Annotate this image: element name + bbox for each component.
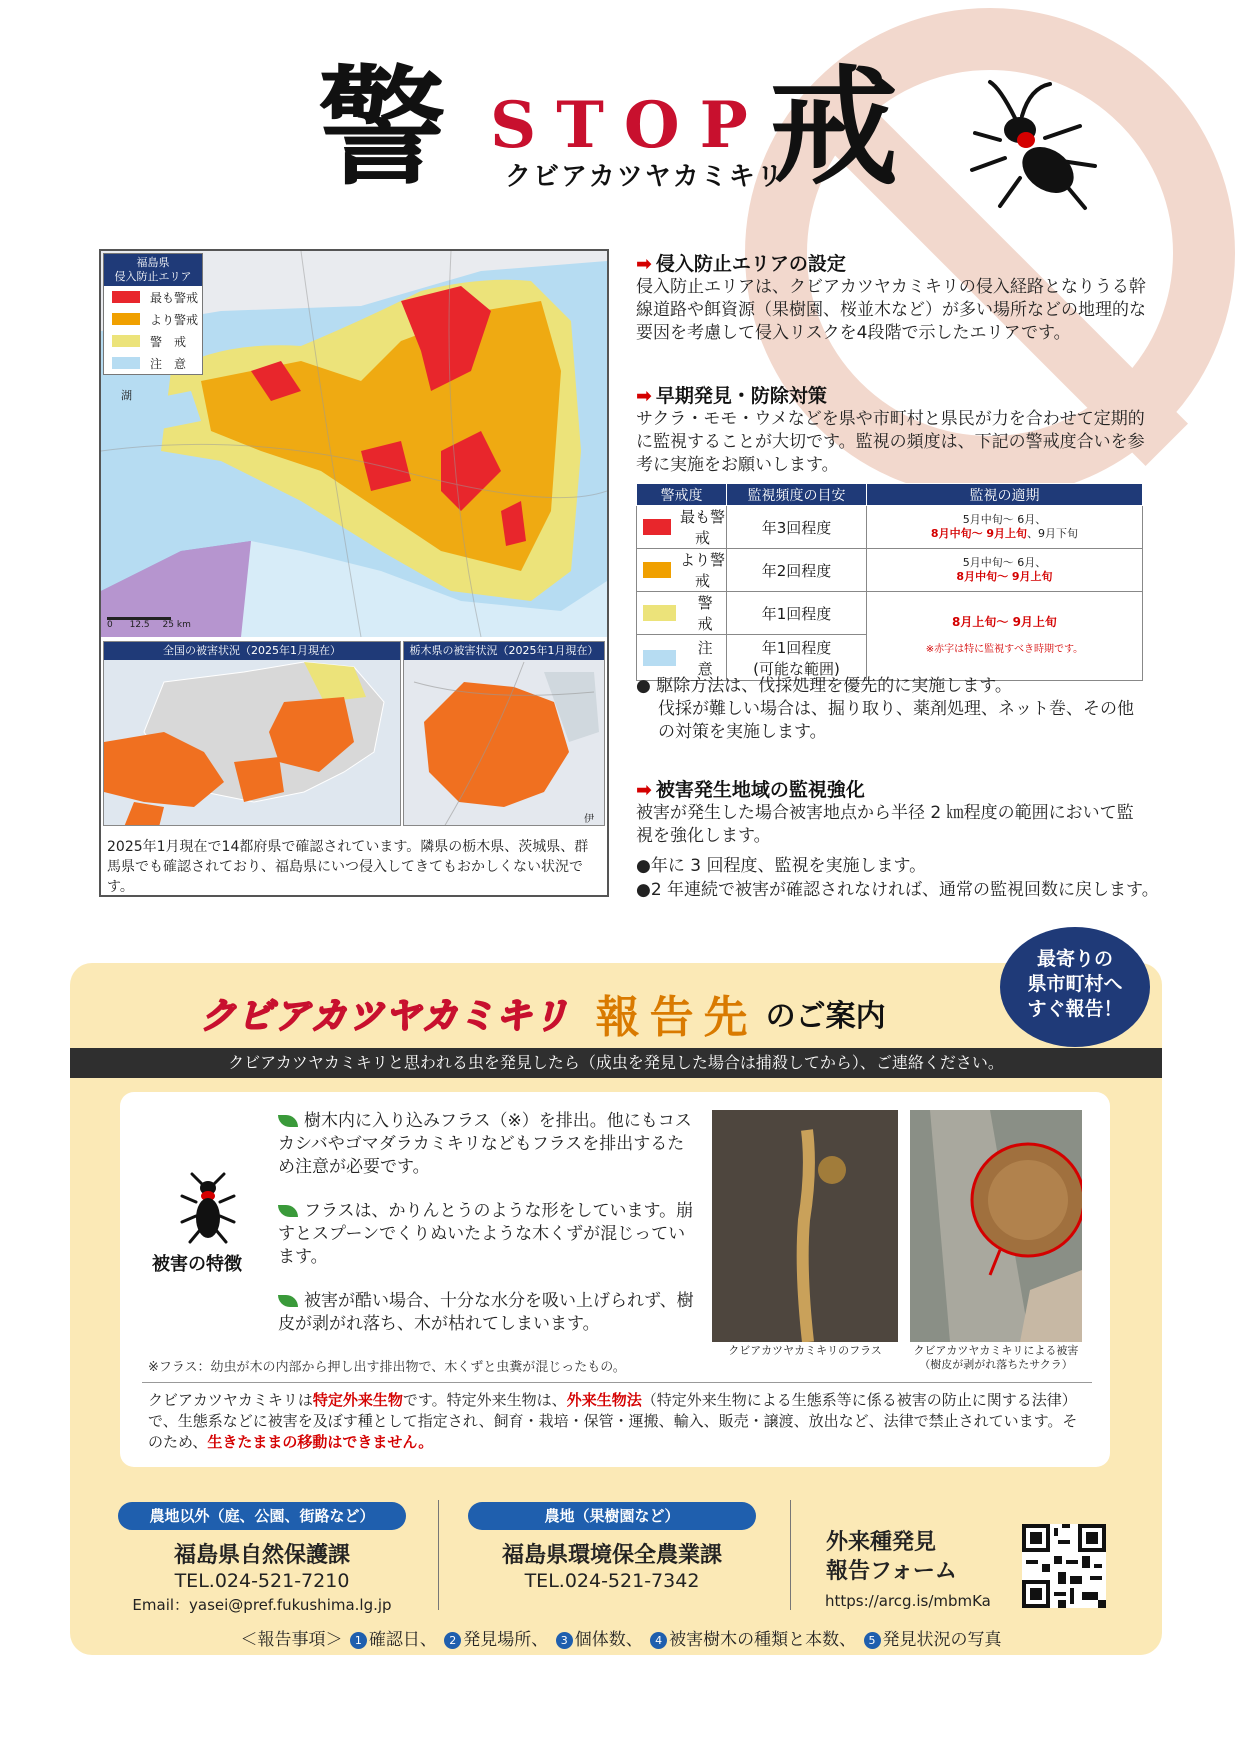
arrow-icon: ➡: [636, 385, 652, 407]
feature-text: 樹木内に入り込みフラス（※）を排出。他にもコスカシバやゴマダラカミキリなどもフラスを排出するため注意が必要です。: [278, 1111, 692, 1177]
feature-item-3: [278, 1290, 698, 1336]
tochigi-map-graphic: [404, 642, 605, 826]
law-text: （特定外来生物による生態系等に係る被害の防止に関する法律）で、生態系などに被害を及ぼす種として指定され、飼育・栽培・保管・運搬、輸入、販売・譲渡、放出など、法律で禁止されています。そのため、: [148, 1391, 1078, 1451]
beetle-icon: [960, 78, 1110, 218]
tochigi-map-title: 栃木県の被害状況（2025年1月現在）: [404, 642, 604, 660]
report-title-small: のご案内: [765, 999, 886, 1034]
section-intrusion-text: 侵入防止エリアは、クビアカツヤカミキリの侵入経路となりうる幹線道路や餌資源（果樹園、桜並木など）が多い場所などの地理的な要因を考慮して侵入リスクを4段階で示したエリアです。: [636, 277, 1146, 343]
period-cell: [867, 506, 1143, 549]
freq-cell: 年3回程度: [727, 506, 867, 549]
stop-title: STOP: [490, 88, 768, 163]
national-damage-map: [103, 641, 401, 826]
legend-swatch-higher: [112, 313, 140, 325]
level-swatch: [643, 650, 676, 666]
leaf-icon: [278, 1295, 298, 1307]
damage-photo-graphic: [910, 1110, 1082, 1342]
section-monitoring-text: 被害が発生した場合被害地点から半径 2 ㎞程度の範囲において監視を強化します。: [636, 803, 1134, 846]
feature-item-2: [278, 1200, 698, 1269]
divider: [142, 1382, 1092, 1383]
level-swatch: [643, 605, 676, 621]
legend-label: 警 戒: [150, 334, 187, 349]
report-item: 発見場所、: [463, 1630, 549, 1650]
table-header-row: [637, 484, 1143, 506]
number-badge: 3: [556, 1632, 573, 1649]
qr-code-icon[interactable]: [1022, 1524, 1106, 1608]
report-item: 個体数、: [574, 1630, 643, 1650]
period-red-text: 8月中旬～ 9月上旬: [956, 570, 1053, 583]
contact-farm-name: 福島県環境保全農業課: [501, 1543, 722, 1568]
kanji-kai: 戒: [770, 53, 899, 203]
report-items: [0, 1625, 1242, 1650]
frass-photo-graphic: [712, 1110, 898, 1342]
legend-swatch-highest: [112, 291, 140, 303]
scale-unit: km: [176, 620, 191, 630]
report-title-big: 報告先: [595, 992, 758, 1043]
section-title-text: 侵入防止エリアの設定: [655, 253, 846, 275]
legend-row-attention: [104, 352, 202, 374]
legend-label: 最も警戒: [150, 290, 199, 305]
beetle-small-icon: [178, 1172, 238, 1244]
section-title-text: 早期発見・防除対策: [655, 385, 827, 407]
frass-photo-caption: クビアカツヤカミキリのフラス: [728, 1344, 882, 1357]
divider: [790, 1500, 791, 1610]
freq-cell: 年1回程度: [727, 592, 867, 635]
feature-item-1: [278, 1110, 698, 1179]
report-items-label: ＜報告事項＞: [240, 1630, 343, 1650]
leaf-icon: [278, 1115, 298, 1127]
bubble-line: すぐ報告！: [1027, 998, 1123, 1020]
legend-swatch-attention: [112, 357, 140, 369]
period-cell: [867, 549, 1143, 592]
freq-text: 年1回程度: [761, 638, 832, 657]
leaf-icon: [278, 1205, 298, 1217]
law-text: クビアカツヤカミキリは: [148, 1391, 313, 1409]
lake-label: 湖: [121, 389, 132, 402]
report-item: 被害樹木の種類と本数、: [669, 1630, 857, 1650]
legend-label: より警戒: [150, 312, 199, 327]
arrow-icon: ➡: [636, 253, 652, 275]
scale-tick: 0: [107, 620, 113, 630]
report-form-url[interactable]: https://arcg.is/mbmKa: [825, 1592, 991, 1610]
fukushima-risk-map: [101, 251, 607, 637]
section-monitoring-title: [636, 775, 865, 802]
national-map-title: 全国の被害状況（2025年1月現在）: [104, 642, 400, 660]
legend-title-area: 侵入防止エリア: [114, 270, 192, 283]
divider: [438, 1500, 439, 1610]
report-title: [200, 983, 886, 1043]
feature-text: 被害が酷い場合、十分な水分を吸い上げられず、樹皮が剥がれ落ち、木が枯れてしまいます。: [278, 1291, 694, 1334]
report-item: 発見状況の写真: [882, 1630, 1002, 1650]
frass-note: ※フラス：幼虫が木の内部から押し出す排出物で、木くずと虫糞が混じったもの。: [148, 1360, 626, 1375]
kanji-kei: 警: [318, 53, 447, 203]
period-text: 5月中旬～ 6月、: [962, 556, 1047, 569]
contact-nonfarm-pill: 農地以外（庭、公園、街路など）: [118, 1502, 406, 1530]
scale-tick: 12.5: [129, 620, 150, 630]
level-label: より警戒: [680, 551, 726, 590]
period-tail-text: 、9月下旬: [1027, 527, 1079, 540]
freq-sub-text: (可能な範囲): [753, 659, 840, 678]
bubble-line: 県市町村へ: [1027, 973, 1123, 995]
level-label: 警 戒: [697, 594, 728, 633]
form-title-line: 報告フォーム: [826, 1559, 957, 1584]
map-caption: 2025年1月現在で14都府県で確認されています。隣県の栃木県、茨城県、群馬県でも確認されており、福島県にいつ侵入してきてもおかしくない状況です。: [107, 839, 589, 895]
level-swatch: [643, 562, 671, 578]
table-row: [637, 549, 1143, 592]
freq-cell: 年2回程度: [727, 549, 867, 592]
scale-tick: 25: [162, 620, 174, 630]
sub-maps: [101, 641, 607, 826]
beetle-name-subtitle: クビアカツヤカミキリ: [505, 162, 785, 192]
sea-label: 伊: [584, 814, 594, 825]
contact-farm-tel[interactable]: TEL.024-521-7342: [524, 1570, 700, 1592]
damage-photo: [910, 1110, 1082, 1342]
legend-swatch-caution: [112, 335, 140, 347]
table-header: 警戒度: [637, 484, 727, 506]
level-label: 最も警戒: [680, 508, 726, 547]
arrow-icon: ➡: [636, 779, 652, 801]
merged-period-text: 8月上旬～ 9月上旬: [952, 615, 1057, 629]
law-red-text: 生きたままの移動はできません。: [207, 1433, 434, 1451]
caption-line: （樹皮が剥がれ落ちたサクラ）: [919, 1358, 1073, 1371]
report-item: 確認日、: [368, 1630, 437, 1650]
form-title-line: 外来種発見: [826, 1530, 937, 1555]
map-scale: [107, 617, 191, 630]
monitoring-table: [636, 483, 1143, 681]
report-bubble: [1000, 927, 1150, 1047]
number-badge: 1: [350, 1632, 367, 1649]
law-text: です。特定外来生物は、: [402, 1391, 567, 1409]
section-title-text: 被害発生地域の監視強化: [655, 779, 865, 801]
merged-period-cell: [867, 592, 1143, 681]
section-early-detection-text: サクラ・モモ・ウメなどを県や市町村と県民が力を合わせて定期的に監視することが大切です。監視の頻度は、下記の警戒度合いを参考に実施をお願いします。: [636, 409, 1145, 475]
table-row: [637, 592, 1143, 635]
bullet-three-times: ●年に 3 回程度、監視を実施します。: [636, 856, 927, 876]
contact-nonfarm-tel[interactable]: TEL.024-521-7210: [174, 1570, 350, 1592]
feature-text: フラスは、かりんとうのような形をしています。崩すとスプーンでくりぬいたような木くずが混じっています。: [278, 1201, 694, 1267]
damage-features-label: 被害の特徴: [152, 1254, 242, 1275]
bullet-two-years: ●2 年連続で被害が確認されなければ、通常の監視回数に戻します。: [636, 880, 1159, 900]
period-red-text: 8月中旬～ 9月上旬: [930, 527, 1028, 540]
bullet-removal-detail: 伐採が難しい場合は、掘り取り、薬剤処理、ネット巻、その他の対策を実施します。: [658, 699, 1134, 742]
legend-label: 注 意: [150, 356, 187, 371]
legend-row-caution: [104, 330, 202, 352]
damage-photo-caption: [904, 1344, 1088, 1372]
report-form-title: [826, 1528, 957, 1586]
law-red-text: 特定外来生物: [312, 1391, 403, 1409]
caption-line: クビアカツヤカミキリによる被害: [913, 1344, 1079, 1357]
period-text: 5月中旬～ 6月、: [962, 513, 1047, 526]
legend-row-highest: [104, 286, 202, 308]
law-red-text: 外来生物法: [566, 1391, 642, 1409]
level-swatch: [643, 519, 671, 535]
tochigi-damage-map: [403, 641, 605, 826]
bubble-line: 最寄りの: [1036, 948, 1113, 970]
table-header: 監視の適期: [867, 484, 1143, 506]
report-instruction-band: クビアカツヤカミキリと思われる虫を発見したら（成虫を発見した場合は捕殺してから）、ご連絡ください。: [70, 1048, 1162, 1078]
table-note: ※赤字は特に監視すべき時期です。: [925, 644, 1084, 655]
table-header: 監視頻度の目安: [727, 484, 867, 506]
contact-nonfarm-name: 福島県自然保護課: [173, 1543, 350, 1568]
section-intrusion-title: [636, 249, 846, 276]
legend-title-prefecture: 福島県: [136, 256, 170, 269]
contact-nonfarm-email[interactable]: Email：yasei@pref.fukushima.lg.jp: [132, 1596, 392, 1614]
national-map-graphic: [104, 642, 401, 826]
report-title-main: クビアカツヤカミキリ: [200, 995, 570, 1037]
section-early-detection-title: [636, 381, 827, 408]
map-legend: [103, 253, 203, 375]
legend-row-higher: [104, 308, 202, 330]
bullet-removal: ● 駆除方法は、伐採処理を優先的に実施します。: [636, 676, 1012, 696]
law-notice: [148, 1390, 1088, 1453]
table-row: [637, 506, 1143, 549]
frass-photo: [712, 1110, 898, 1342]
freq-cell: [727, 635, 867, 681]
contact-farm-pill: 農地（果樹園など）: [468, 1502, 756, 1530]
number-badge: 2: [444, 1632, 461, 1649]
number-badge: 5: [864, 1632, 881, 1649]
number-badge: 4: [650, 1632, 667, 1649]
map-panel: [99, 249, 609, 897]
level-label: 注 意: [697, 638, 728, 678]
